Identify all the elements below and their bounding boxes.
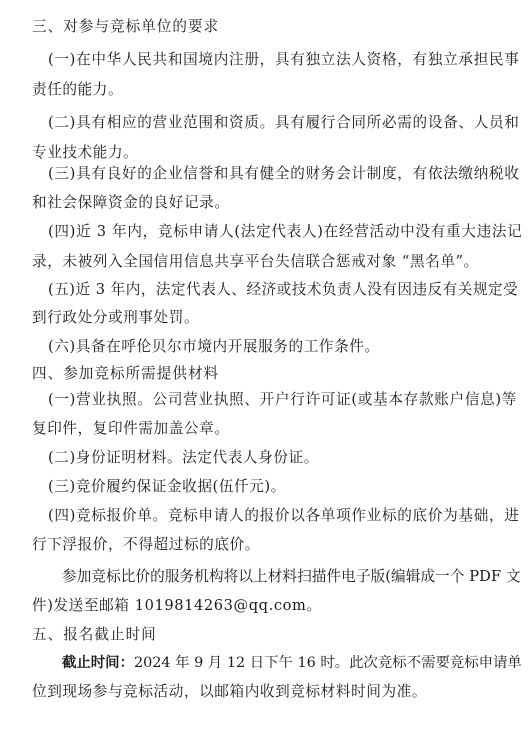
material-3-line-1: (三)竞价履约保证金收据(伍仟元)。 bbox=[48, 478, 286, 495]
requirement-2-line-2: 专业技术能力。 bbox=[32, 144, 139, 161]
submission-note-line-1: 参加竞标比价的服务机构将以上材料扫描件电子版(编辑成一个 PDF 文 bbox=[62, 568, 521, 585]
requirement-2-line-1: (二)具有相应的营业范围和资质。具有履行合同所必需的设备、人员和 bbox=[48, 114, 520, 131]
requirement-5-line-1: (五)近 3 年内，法定代表人、经济或技术负责人没有因违反有关规定受 bbox=[48, 281, 519, 298]
requirement-1-line-1: (一)在中华人民共和国境内注册，具有独立法人资格，有独立承担民事 bbox=[48, 51, 520, 68]
submission-note-line-2: 件)发送至邮箱 1019814263@qq.com。 bbox=[32, 597, 322, 614]
section-4-heading: 四、参加竞标所需提供材料 bbox=[32, 365, 220, 382]
section-5-heading: 五、报名截止时间 bbox=[32, 626, 157, 643]
requirement-1-line-2: 责任的能力。 bbox=[32, 81, 124, 98]
deadline-value: 2024 年 9 月 12 日下午 16 时。此次竞标不需要竞标申请单 bbox=[133, 655, 522, 671]
deadline-line-1 bbox=[62, 653, 522, 673]
requirement-4-line-1: (四)近 3 年内，竞标申请人(法定代表人)在经营活动中没有重大违法记 bbox=[48, 223, 523, 240]
material-2-line-1: (二)身份证明材料。法定代表人身份证。 bbox=[48, 449, 319, 466]
requirement-3-line-1: (三)具有良好的企业信誉和具有健全的财务会计制度，有依法缴纳税收 bbox=[48, 165, 520, 182]
deadline-label: 截止时间： bbox=[62, 654, 134, 671]
material-4-line-1: (四)竞标报价单。竞标申请人的报价以各单项作业标的底价为基础，进 bbox=[48, 507, 520, 524]
material-1-line-2: 复印件，复印件需加盖公章。 bbox=[32, 420, 230, 437]
requirement-3-line-2: 和社会保障资金的良好记录。 bbox=[32, 194, 230, 211]
material-1-line-1: (一)营业执照。公司营业执照、开户行许可证(或基本存款账户信息)等 bbox=[48, 391, 518, 408]
deadline-line-2: 位到现场参与竞标活动，以邮箱内收到竞标材料时间为准。 bbox=[32, 683, 428, 700]
material-4-line-2: 行下浮报价，不得超过标的底价。 bbox=[32, 536, 260, 553]
requirement-5-line-2: 到行政处分或刑事处罚。 bbox=[32, 309, 200, 326]
requirement-6-line-1: (六)具备在呼伦贝尔市境内开展服务的工作条件。 bbox=[48, 338, 380, 355]
section-3-heading: 三、对参与竞标单位的要求 bbox=[32, 18, 220, 35]
requirement-4-line-2: 录，未被列入全国信用信息共享平台失信联合惩戒对象 “黑名单”。 bbox=[32, 253, 479, 270]
